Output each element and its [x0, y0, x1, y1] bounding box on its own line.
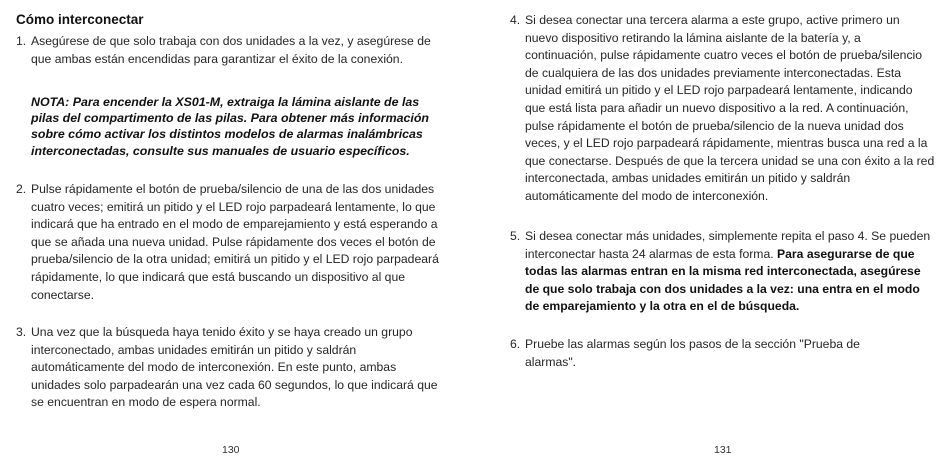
step-text: Asegúrese de que solo trabaja con dos unidades a la vez, y asegúrese de que ambas están encendidas para garantizar el éxito de la conexión. [31, 34, 431, 66]
page-number: 131 [714, 444, 732, 456]
step-text: Pruebe las alarmas según los pasos de la sección "Prueba de alarmas". [525, 337, 860, 369]
step-text-regular: Si desea conectar más unidades, simplemente repita el paso 4. Se pueden interconectar hasta 24 alarmas de esta forma. [525, 229, 931, 261]
right-page [510, 0, 935, 455]
step-number: 2. [16, 182, 27, 196]
step-number: 1. [16, 34, 27, 48]
step-number: 3. [16, 325, 27, 339]
step-number: 4. [510, 13, 521, 27]
page-number: 130 [222, 444, 240, 456]
step-text [525, 228, 935, 316]
step-text: Si desea conectar una tercera alarma a este grupo, active primero un nuevo dispositivo retirando la lámina aislante de la batería y, a continuación, pulse rápidamente cuatro veces el botón de prueba/silencio de cualquiera de las dos unidades previamente interconectadas. Esta unidad emitirá un pitido y el LED rojo parpadeará lentamente, indicando que está lista para añadir un nuevo dispositivo a la red. A continuación, pulse rápidamente el botón de prueba/silencio de la nueva unidad dos veces, y el LED rojo parpadeará rápidamente, mientras busca una red a la que conectarse. Después de que la tercera unidad se una con éxito a la red interconectada, ambas unidades emitirán un pitido y saldrán automáticamente del modo de interconexión. [525, 13, 935, 203]
step-number: 5. [510, 229, 521, 243]
step-3 [16, 324, 446, 412]
step-number: 6. [510, 337, 521, 351]
step-text: Pulse rápidamente el botón de prueba/silencio de una de las dos unidades cuatro veces; emitirá un pitido y el LED rojo parpadeará lentamente, lo que indicará que ha entrado en el modo de emparejamiento y está esperando a que se añada una nueva unidad. Pulse rápidamente dos veces el botón de prueba/silencio de la otra unidad; emitirá un pitido y el LED rojo parpadeará rápidamente, lo que indicará que está buscando un dispositivo al que conectarse. [31, 182, 439, 302]
left-page [16, 0, 446, 455]
step-5 [510, 228, 935, 316]
section-heading: Cómo interconectar [16, 12, 144, 27]
step-1 [16, 33, 446, 68]
step-text-bold: Para asegurarse de que todas las alarmas entran en la misma red interconectada, asegúrese de que solo trabaja con dos unidades a la vez: una entra en el modo de emparejamiento y la otra en el de búsqueda. [525, 246, 921, 314]
step-4 [510, 12, 935, 206]
step-text: Una vez que la búsqueda haya tenido éxito y se haya creado un grupo interconectado, ambas unidades emitirán un pitido y saldrán automáticamente del modo de interconexión. En este punto, ambas unidades solo parpadearán una vez cada 60 segundos, lo que indicará que se encuentran en modo de espera normal. [31, 325, 438, 410]
step-2 [16, 181, 446, 304]
note-text: NOTA: Para encender la XS01-M, extraiga la lámina aislante de las pilas del compartimento de las pilas. Para obtener más información sobre cómo activar los distintos modelos de alarmas inalámbricas interconectadas, consulte sus manuales de usuario específicos. [31, 95, 429, 158]
step-6 [510, 336, 935, 371]
